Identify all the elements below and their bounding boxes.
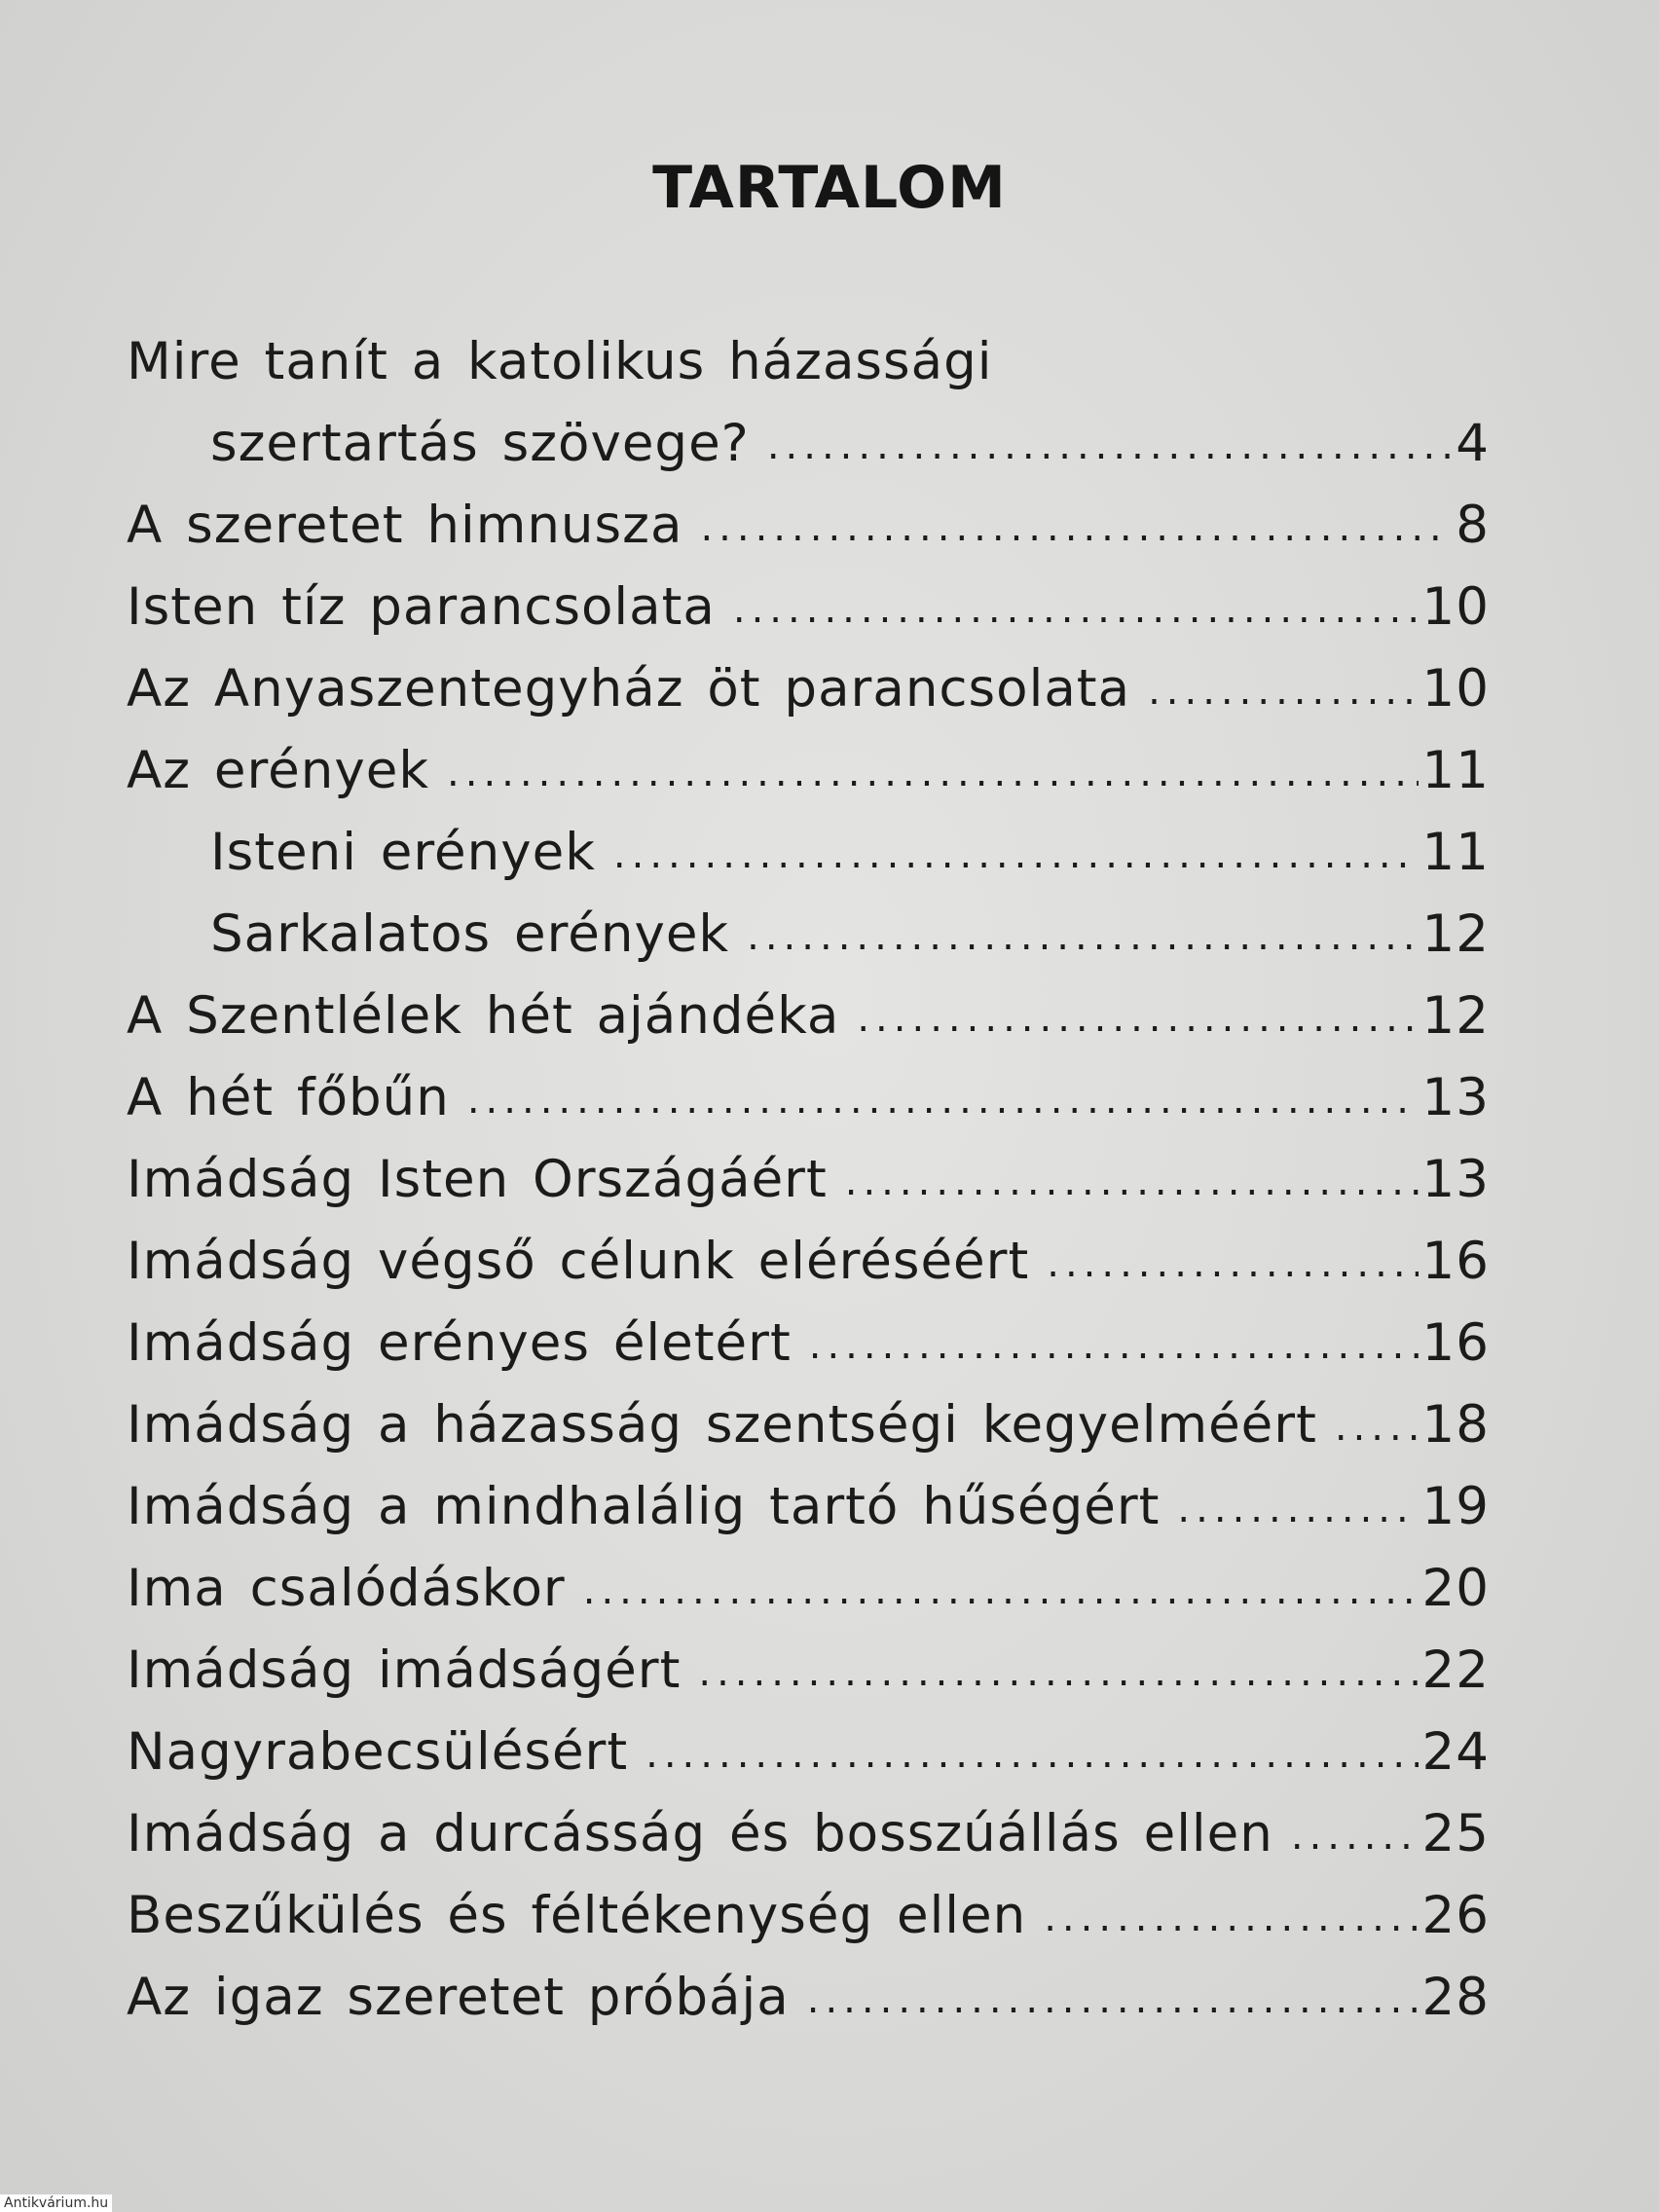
- dot-leader: [807, 1959, 1419, 2041]
- toc-entry: [127, 1139, 1490, 1221]
- toc-entry: [127, 894, 1490, 976]
- dot-leader: [747, 896, 1418, 977]
- toc-entry-label: Imádság a házasság szentségi kegyelméért: [127, 1395, 1317, 1455]
- dot-leader: [1148, 650, 1418, 732]
- toc-page-number: 18: [1421, 1395, 1490, 1455]
- dot-leader: [645, 1714, 1418, 1795]
- dot-leader: [857, 977, 1418, 1059]
- page-title: TARTALOM: [652, 154, 1007, 222]
- toc-entry: [127, 321, 1490, 403]
- dot-leader: [845, 1141, 1419, 1223]
- toc-entry-label: Mire tanít a katolikus házassági: [127, 332, 993, 391]
- toc-entry: [127, 1793, 1490, 1875]
- toc-page-number: 12: [1421, 904, 1490, 964]
- dot-leader: [1177, 1468, 1418, 1550]
- toc-page-number: 19: [1421, 1477, 1490, 1536]
- toc-entry: [127, 976, 1490, 1057]
- toc-page-number: 4: [1456, 414, 1490, 473]
- toc-entry: [127, 1303, 1490, 1384]
- watermark: Antikvárium.hu: [0, 2194, 112, 2212]
- toc-entry: [127, 1466, 1490, 1548]
- dot-leader: [467, 1059, 1419, 1141]
- toc-entry: [127, 648, 1490, 730]
- dot-leader: [733, 569, 1419, 650]
- toc-entry: [127, 485, 1490, 567]
- dot-leader: [767, 405, 1452, 487]
- toc-entry-label: A hét főbűn: [127, 1068, 450, 1127]
- toc-page-number: 11: [1421, 823, 1490, 882]
- toc-entry-label: Isten tíz parancsolata: [127, 577, 716, 637]
- dot-leader: [1044, 1877, 1418, 1959]
- toc-entry: [127, 1712, 1490, 1793]
- dot-leader: [809, 1305, 1419, 1386]
- toc-entry: [127, 1221, 1490, 1303]
- toc-entry: [127, 1875, 1490, 1957]
- dot-leader: [447, 732, 1419, 814]
- toc-entry-label: Ima csalódáskor: [127, 1559, 566, 1618]
- toc-entry: [127, 567, 1490, 648]
- toc-entry: [127, 1057, 1490, 1139]
- toc-page-number: 25: [1421, 1804, 1490, 1863]
- toc-entry: [127, 1630, 1490, 1712]
- toc-page-number: 12: [1421, 986, 1490, 1046]
- toc-page-number: 22: [1421, 1641, 1490, 1700]
- toc-entry: [127, 1548, 1490, 1630]
- toc-entry-label: Imádság a mindhalálig tartó hűségért: [127, 1477, 1161, 1536]
- dot-leader: [613, 814, 1419, 896]
- toc-page-number: 13: [1421, 1150, 1490, 1209]
- toc-entry-label: szertartás szövege?: [210, 414, 750, 473]
- toc-entry-label: A Szentlélek hét ajándéka: [127, 986, 840, 1046]
- toc-entry-label: Imádság Isten Országáért: [127, 1150, 828, 1209]
- toc-entry: [127, 403, 1490, 485]
- toc-page-number: 10: [1421, 577, 1490, 637]
- toc-entry-label: Sarkalatos erények: [210, 904, 730, 964]
- toc-entry-label: A szeretet himnusza: [127, 496, 683, 555]
- toc-page-number: 10: [1421, 659, 1490, 719]
- toc-page-number: 26: [1421, 1886, 1490, 1945]
- toc-entry: [127, 730, 1490, 812]
- toc-entry: [127, 1384, 1490, 1466]
- toc-page-number: 16: [1421, 1232, 1490, 1291]
- toc-entry-label: Nagyrabecsülésért: [127, 1722, 629, 1782]
- toc-page-number: 13: [1421, 1068, 1490, 1127]
- toc-entry-label: Imádság végső célunk eléréséért: [127, 1232, 1030, 1291]
- toc-page-number: 8: [1456, 496, 1490, 555]
- toc-page-number: 20: [1421, 1559, 1490, 1618]
- toc-entry-label: Imádság erényes életért: [127, 1313, 792, 1373]
- toc-entry-label: Isteni erények: [210, 823, 596, 882]
- toc-entry-label: Imádság imádságért: [127, 1641, 682, 1700]
- toc-entry-label: Beszűkülés és féltékenység ellen: [127, 1886, 1027, 1945]
- dot-leader: [583, 1550, 1419, 1632]
- toc-page-number: 28: [1421, 1968, 1490, 2027]
- toc-entry: [127, 1957, 1490, 2039]
- toc-entry-label: Az igaz szeretet próbája: [127, 1968, 790, 2027]
- dot-leader: [1335, 1386, 1419, 1468]
- toc-entry: [127, 812, 1490, 894]
- table-of-contents: [127, 321, 1490, 2039]
- toc-page-number: 24: [1421, 1722, 1490, 1782]
- toc-entry-label: Az Anyaszentegyház öt parancsolata: [127, 659, 1131, 719]
- dot-leader: [1047, 1223, 1418, 1305]
- dot-leader: [698, 1632, 1418, 1714]
- dot-leader: [700, 487, 1452, 569]
- toc-page-number: 16: [1421, 1313, 1490, 1373]
- toc-page-number: 11: [1421, 741, 1490, 800]
- toc-entry-label: Az erények: [127, 741, 430, 800]
- dot-leader: [1291, 1795, 1419, 1877]
- toc-entry-label: Imádság a durcásság és bosszúállás ellen: [127, 1804, 1273, 1863]
